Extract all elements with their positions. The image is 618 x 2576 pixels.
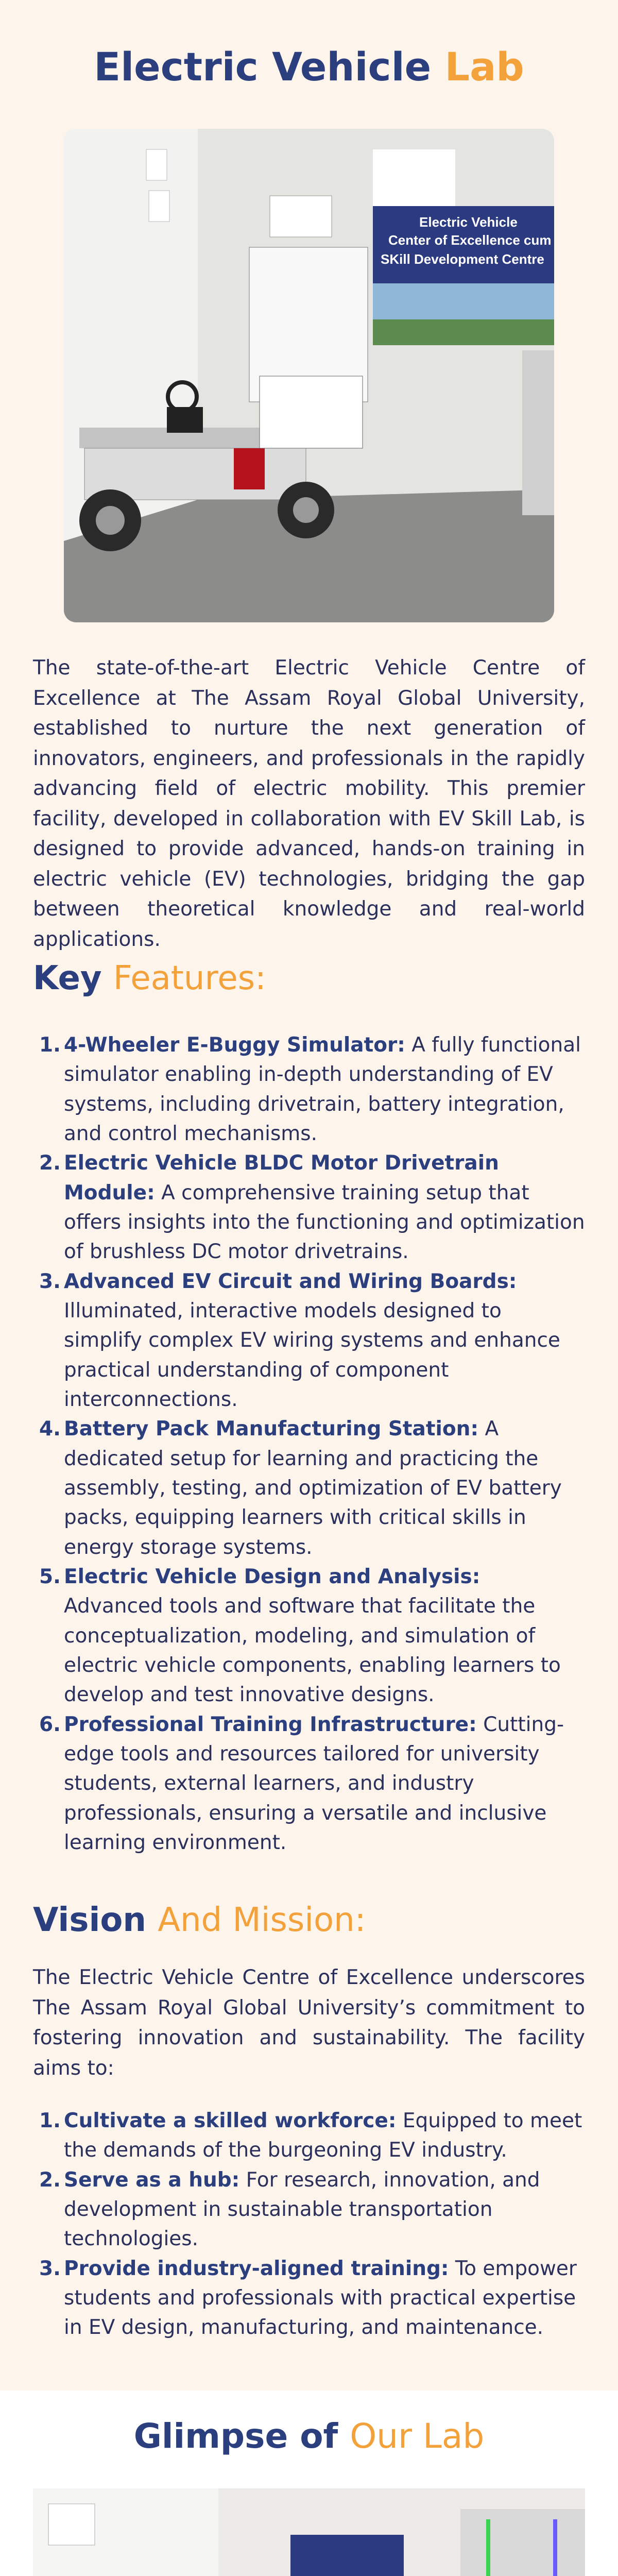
key-features-heading [33, 959, 266, 997]
lab-photo-illustration [64, 129, 554, 622]
feature-text: A fully functional simulator enabling in-depth understanding of EV systems, including drivetrain, battery integration, and control mechanisms. [64, 1033, 581, 1145]
feature-title: Electric Vehicle BLDC Motor Drivetrain Module: [64, 1151, 499, 1205]
feature-title: Battery Pack Manufacturing Station: [64, 1417, 479, 1441]
feature-text: Illuminated, interactive models designed to simplify complex EV wiring systems and enhance practical understanding of component interconnections. [64, 1299, 560, 1411]
feature-text: Advanced tools and software that facilitate the conceptualization, modeling, and simulation of electric vehicle components, enabling learners to develop and test innovative designs. [64, 1595, 561, 1707]
aim-number: 3. [39, 2257, 61, 2280]
feature-number: 3. [39, 1269, 61, 1293]
aim-item [33, 2106, 585, 2165]
aim-number: 1. [39, 2109, 61, 2132]
hero-banner-line1: Electric Vehicle [419, 214, 518, 230]
gallery-photo-main[interactable] [33, 2488, 585, 2576]
aim-item [33, 2165, 585, 2254]
feature-number: 1. [39, 1033, 61, 1057]
feature-text: A dedicated setup for learning and practicing the assembly, testing, and optimization of EV battery packs, equipping learners with critical skills in energy storage systems. [64, 1417, 562, 1559]
feature-title: Electric Vehicle Design and Analysis: [64, 1565, 480, 1588]
gallery-heading-main: Glimpse of [133, 2416, 338, 2456]
feature-title: Professional Training Infrastructure: [64, 1713, 477, 1736]
key-features-heading-main: Key [33, 959, 102, 997]
feature-text: A comprehensive training setup that offers insights into the functioning and optimization of brushless DC motor drivetrains. [64, 1181, 585, 1264]
aim-number: 2. [39, 2168, 61, 2192]
page-title-main: Electric Vehicle [94, 44, 432, 90]
feature-number: 6. [39, 1713, 61, 1736]
page-title-accent: Lab [444, 44, 524, 90]
feature-item [33, 1414, 585, 1562]
feature-item [33, 1030, 585, 1148]
feature-number: 5. [39, 1565, 61, 1588]
aim-item [33, 2254, 585, 2343]
page-title [0, 45, 618, 89]
key-features-heading-accent: Features: [113, 959, 266, 997]
feature-item [33, 1710, 585, 1858]
aim-title: Serve as a hub: [64, 2168, 240, 2192]
vision-mission-heading [33, 1901, 366, 1939]
hero-lab-photo [64, 129, 554, 622]
intro-paragraph: The state-of-the-art Electric Vehicle Centre of Excellence at The Assam Royal Global University, established to nurture the next generation of innovators, engineers, and professionals in the rapidly advancing field of electric mobility. This premier facility, developed in collaboration with EV Skill Lab, is designed to provide advanced, hands-on training in electric vehicle (EV) technologies, bridging the gap between theoretical knowledge and real-world applications. [33, 656, 585, 951]
vision-mission-heading-accent: And Mission: [158, 1901, 366, 1939]
feature-number: 4. [39, 1417, 61, 1441]
gallery-heading-accent: Our Lab [350, 2416, 485, 2456]
feature-item [33, 1267, 585, 1415]
mission-aims-list [33, 2106, 585, 2343]
key-features-list [33, 1030, 585, 1857]
aim-text: For research, innovation, and development in sustainable transportation technologies. [64, 2168, 540, 2251]
aim-text: To empower students and professionals with practical expertise in EV design, manufacturing, and maintenance. [64, 2257, 577, 2340]
feature-number: 2. [39, 1151, 61, 1175]
feature-title: 4-Wheeler E-Buggy Simulator: [64, 1033, 405, 1057]
aim-title: Cultivate a skilled workforce: [64, 2109, 397, 2132]
aim-text: Equipped to meet the demands of the burgeoning EV industry. [64, 2109, 582, 2162]
vision-mission-heading-main: Vision [33, 1901, 146, 1939]
feature-item [33, 1148, 585, 1266]
hero-banner-line3: SKill Development Centre [381, 251, 544, 267]
feature-text: Cutting-edge tools and resources tailored for university students, external learners, and industry professionals, ensuring a versatile and inclusive learning environment. [64, 1713, 564, 1854]
mission-intro-paragraph: The Electric Vehicle Centre of Excellence underscores The Assam Royal Global University’s commitment to fostering innovation and sustainability. The facility aims to: [33, 1966, 585, 2080]
gallery-heading [0, 2416, 618, 2456]
aim-title: Provide industry-aligned training: [64, 2257, 449, 2280]
hero-banner-line2: Center of Excellence cum [388, 232, 552, 248]
gallery-photo-main-illustration [33, 2488, 585, 2576]
feature-title: Advanced EV Circuit and Wiring Boards: [64, 1269, 517, 1293]
feature-item [33, 1562, 585, 1710]
